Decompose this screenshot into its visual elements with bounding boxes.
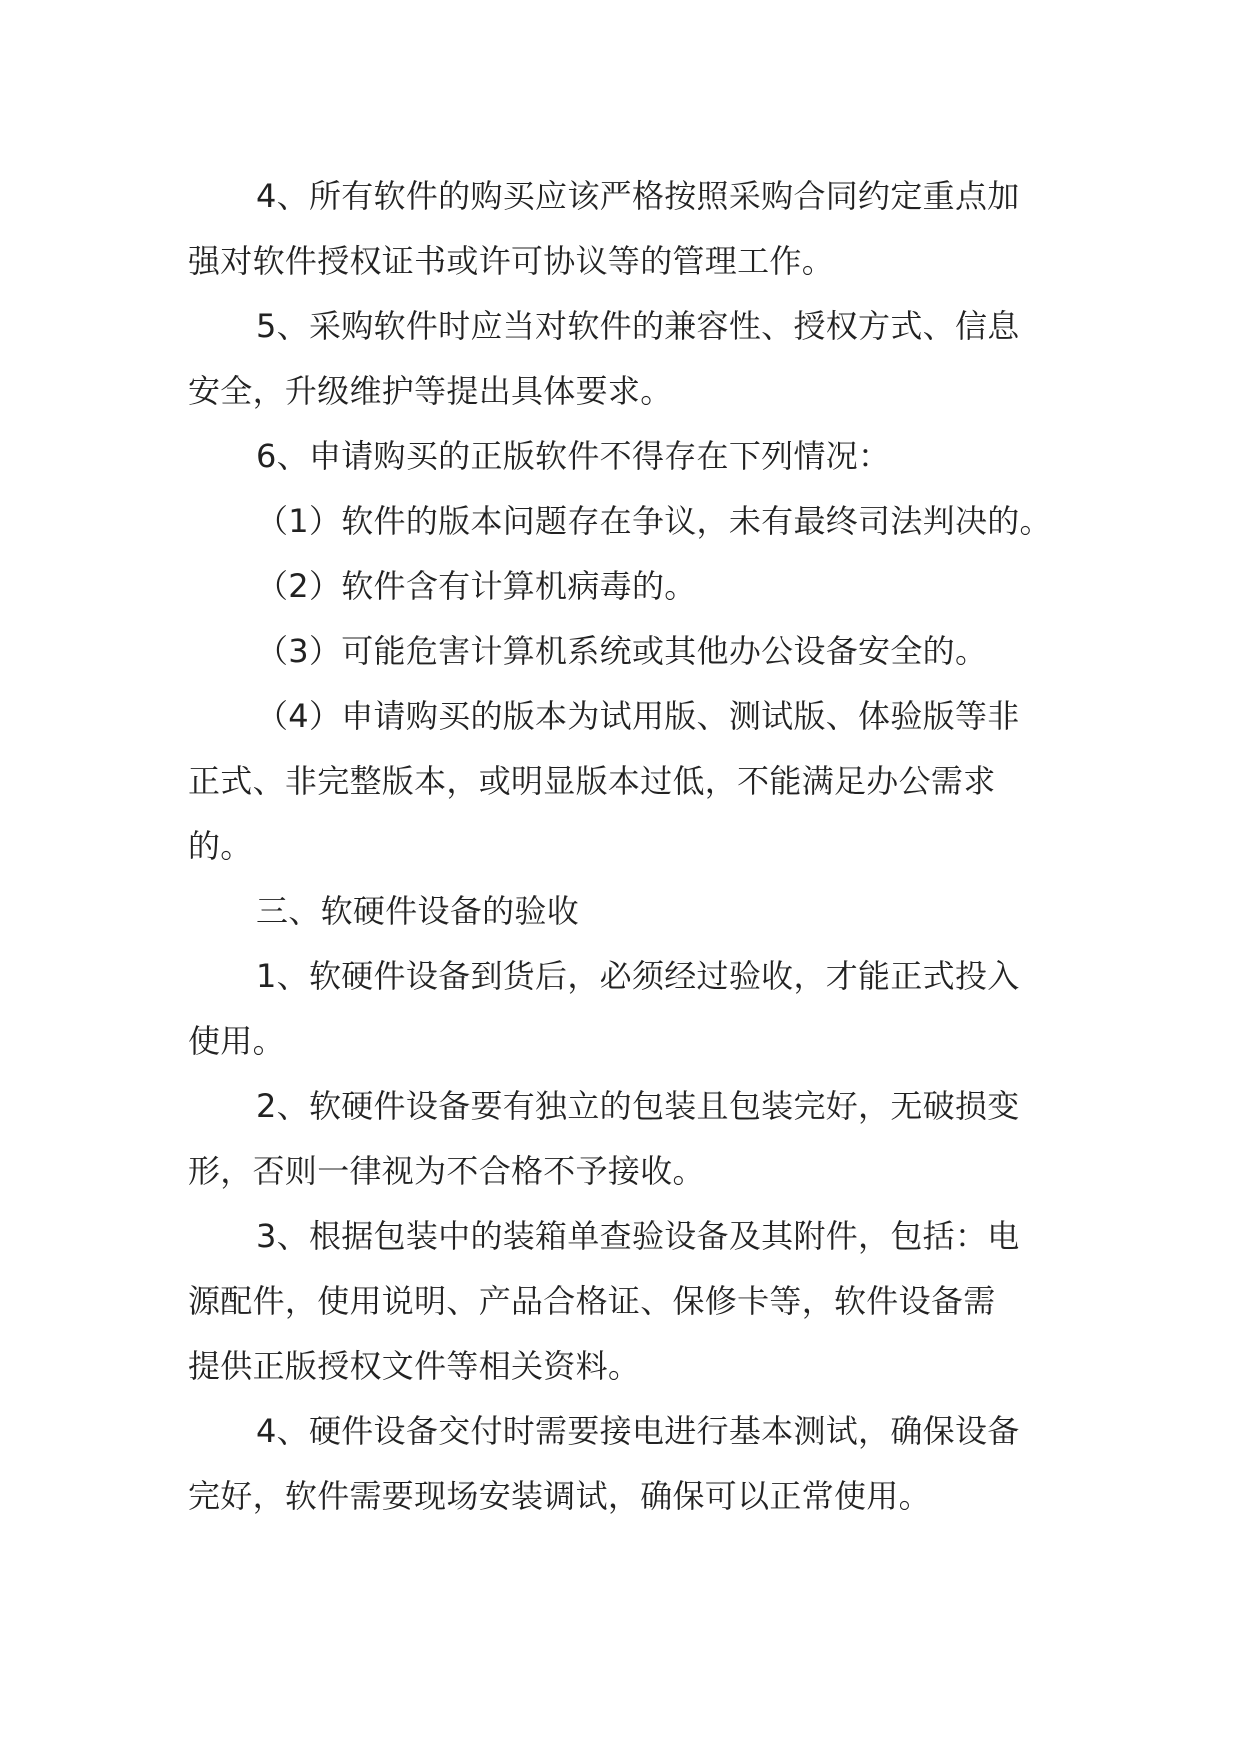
paragraph-software-requirements <box>188 294 1068 424</box>
paragraph-line: 3、根据包装中的装箱单查验设备及其附件，包括：电 <box>256 1217 1020 1255</box>
paragraph-line: 正式、非完整版本，或明显版本过低，不能满足办公需求 <box>188 762 996 800</box>
paragraph-line: 1、软硬件设备到货后，必须经过验收，才能正式投入 <box>256 957 1020 995</box>
paragraph-acceptance-testing <box>188 1399 1068 1529</box>
list-item-condition-2 <box>188 554 1068 619</box>
paragraph-acceptance-checklist <box>188 1204 1068 1399</box>
paragraph-line: 2、软硬件设备要有独立的包装且包装完好，无破损变 <box>256 1087 1020 1125</box>
section-heading-acceptance <box>188 879 1068 944</box>
paragraph-line: （3）可能危害计算机系统或其他办公设备安全的。 <box>256 632 988 670</box>
paragraph-prohibited-conditions <box>188 424 1068 489</box>
paragraph-line: （1）软件的版本问题存在争议，未有最终司法判决的。 <box>256 502 1052 540</box>
document-body <box>188 164 1068 1529</box>
paragraph-line: （4）申请购买的版本为试用版、测试版、体验版等非 <box>256 697 1020 735</box>
paragraph-line: 提供正版授权文件等相关资料。 <box>188 1347 641 1385</box>
paragraph-line: （2）软件含有计算机病毒的。 <box>256 567 697 605</box>
paragraph-line: 安全，升级维护等提出具体要求。 <box>188 372 673 410</box>
paragraph-acceptance-arrival <box>188 944 1068 1074</box>
section-heading: 三、软硬件设备的验收 <box>256 892 580 930</box>
paragraph-line: 强对软件授权证书或许可协议等的管理工作。 <box>188 242 835 280</box>
paragraph-line: 形，否则一律视为不合格不予接收。 <box>188 1152 705 1190</box>
paragraph-line: 的。 <box>188 827 253 865</box>
paragraph-line: 源配件，使用说明、产品合格证、保修卡等，软件设备需 <box>188 1282 996 1320</box>
paragraph-line: 6、申请购买的正版软件不得存在下列情况： <box>256 437 891 475</box>
list-item-condition-3 <box>188 619 1068 684</box>
list-item-condition-1 <box>188 489 1068 554</box>
paragraph-line: 完好，软件需要现场安装调试，确保可以正常使用。 <box>188 1477 931 1515</box>
list-item-condition-4 <box>188 684 1068 879</box>
paragraph-line: 使用。 <box>188 1022 285 1060</box>
paragraph-software-purchase-contract <box>188 164 1068 294</box>
paragraph-line: 4、硬件设备交付时需要接电进行基本测试，确保设备 <box>256 1412 1020 1450</box>
paragraph-line: 5、采购软件时应当对软件的兼容性、授权方式、信息 <box>256 307 1020 345</box>
paragraph-acceptance-packaging <box>188 1074 1068 1204</box>
paragraph-line: 4、所有软件的购买应该严格按照采购合同约定重点加 <box>256 177 1020 215</box>
